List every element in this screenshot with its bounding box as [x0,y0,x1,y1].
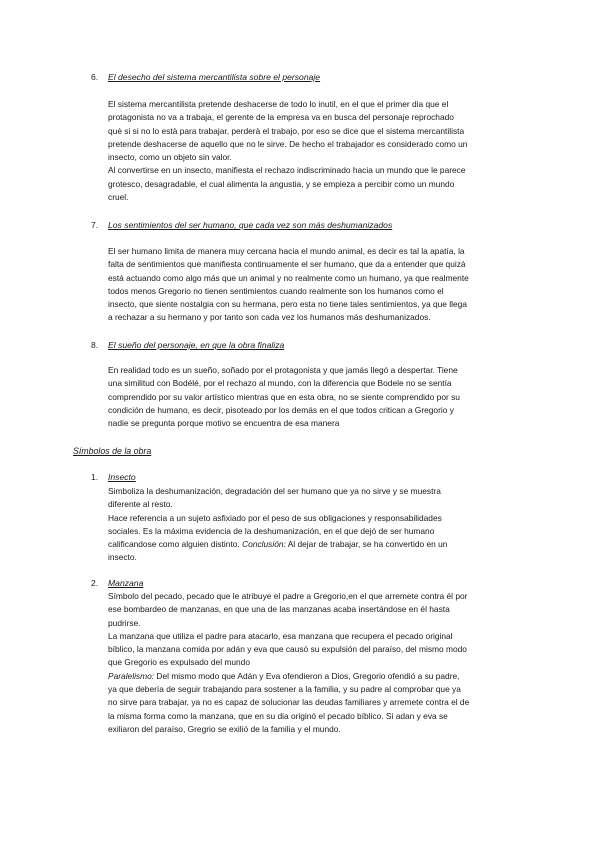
symbol-2-line: ese bombardeo de manzanas, en que una de las manzanas acaba insertándose en él hasta [108,604,450,615]
symbol-1-number: 1. [91,472,99,482]
symbol-1-title: Insecto [108,472,136,482]
item-6-body [108,98,467,204]
item-8-line: comprendido por su valor artístico mientras que en esta obra, no se siente comprendido por su [108,391,460,402]
item-6-line: grotesco, desagradable, el cual alimenta la angustia, y se empieza a percibir como un mundo [108,178,455,189]
item-7-number: 7. [91,220,99,230]
symbols-section-title: Símbolos de la obra [73,446,152,456]
symbol-2-line: no sirve para trabajar, ya no es capaz de solucionar las deudas familiares y arremete contra el de [108,697,470,708]
item-8-body [108,364,460,430]
symbol-2-line: La manzana que utiliza el padre para atacarlo, esa manzana que recupera el pecado original [108,630,453,641]
symbol-2-line: ya que debería de seguir trabajando para sostener a la familia, y su padre al comprobar que ya [108,684,461,695]
item-7-line: a rechazar a su hermano y por tanto son cada vez los humanos más deshumanizados. [108,312,431,323]
item-6-line: insecto, como un objeto sin valor. [108,152,232,163]
symbol-2-line: pudrirse. [108,617,141,628]
item-7-line: falta de sentimientos que manifiesta continuamente el ser humano, que da a entender que quizá [108,259,466,270]
symbol-1-line-text: calificandose como alguien distinto. [108,539,240,550]
symbol-2-title: Manzana [108,578,144,588]
symbol-1-conclusion-label: Conclusión: [242,539,286,550]
item-6-line: pretende deshacerse de aquello que no le sirve. De hecho el trabajador es considerado como un [108,138,468,149]
item-7-line: insecto, que siente nostalgia con su hermana, pero esta no tiene tales sentimientos, ya que llega [108,299,467,310]
symbol-1-line: diferente al resto. [108,499,173,510]
item-8-line: condición de humano, es decir, pisoteado por los demás en el que todos critican a Gregorio y [108,404,454,415]
item-6-line: cruel. [108,192,129,203]
item-7-line: El ser humano limita de manera muy cercana hacia el mundo animal, es decir es tal la apatía, la [108,246,465,256]
symbol-2-line [108,670,469,683]
symbol-2-number: 2. [91,578,99,588]
item-6-line: protagonista no va a trabaja, el gerente de la empresa va en busca del personaje reprochado [108,112,454,123]
symbol-2-line: la misma forma como la manzana, que en su dia originó el pecado bíblico. Si adan y eva se [108,710,448,721]
symbol-2-line: Símbolo del pecado, pecado que le atribuye el padre a Gregorio,en el que arremete contra él por [108,591,468,601]
item-6-line: què si si no lo està para trabajar, perderà el trabajo, por eso se dice que el sistema mercantilista [108,125,465,136]
symbol-1-line: insecto. [108,552,137,563]
item-6-line: El sistema mercantilista pretende deshacerse de todo lo inutil, en el que el primer dia que el [108,99,449,109]
symbol-2-body [108,590,469,736]
item-8-title: El sueño del personaje, en que la obra finaliza [108,340,285,350]
symbol-1-conclusion-text: Al dejar de trabajar, se ha convertido en un [285,539,448,550]
item-7-body [108,245,469,325]
item-8-line: una similitud con Bodélé, por el rechazo al mundo, con la diferencia que Bodele no se sentía [108,378,452,389]
symbol-1-line: sociales. Es la máxima evidencia de la deshumanización, en el que dejó de ser humano [108,525,435,536]
symbol-2-parallel-label: Paralelismo: [108,670,155,681]
symbol-2-line: exiliaron del paraíso, Gregrio se exilió de la familia y el mundo. [108,723,341,734]
symbol-1-line: Hace referencia a un sujeto asfixiado por el peso de sus obligaciones y responsabilidades [108,512,442,523]
item-8-line: nadie se pregunta porque motivo se encuentra de esa manera [108,418,340,429]
item-7-line: todos menos Gregorio no tienen sentimientos cuando realmente son los humanos como el [108,285,444,296]
item-8-line: En realidad todo es un sueño, soñado por el protagonista y que jamás llegó a despertar. Tiene [108,365,458,375]
symbol-2-line: bíblico, la manzana comida por adán y eva que causó su expulsión del paraíso, del mismo modo [108,644,467,655]
symbol-2-parallel-text: Del mismo modo que Adán y Eva ofendieron a Dios, Gregorio ofendió a su padre, [154,670,460,681]
symbol-1-line: Simboliza la deshumanización, degradación del ser humano que ya no sirve y se muestra [108,486,441,496]
item-7-line: está actuando como algo más que un animal y no realmente como un humano, ya que realmente [108,272,469,283]
symbol-1-line [108,538,447,551]
symbol-2-line: que Gregorio es expulsado del mundo [108,657,251,668]
item-6-number: 6. [91,72,99,82]
symbol-1-body [108,485,447,565]
item-7-title: Los sentimientos del ser humano, que cada vez son más deshumanizados [108,220,393,230]
item-8-number: 8. [91,340,99,350]
item-6-line: Al convertirse en un insecto, manifiesta el rechazo indiscriminado hacia un mundo que le parece [108,165,466,176]
item-6-title: El desecho del sistema mercantilista sobre el personaje [108,72,321,82]
